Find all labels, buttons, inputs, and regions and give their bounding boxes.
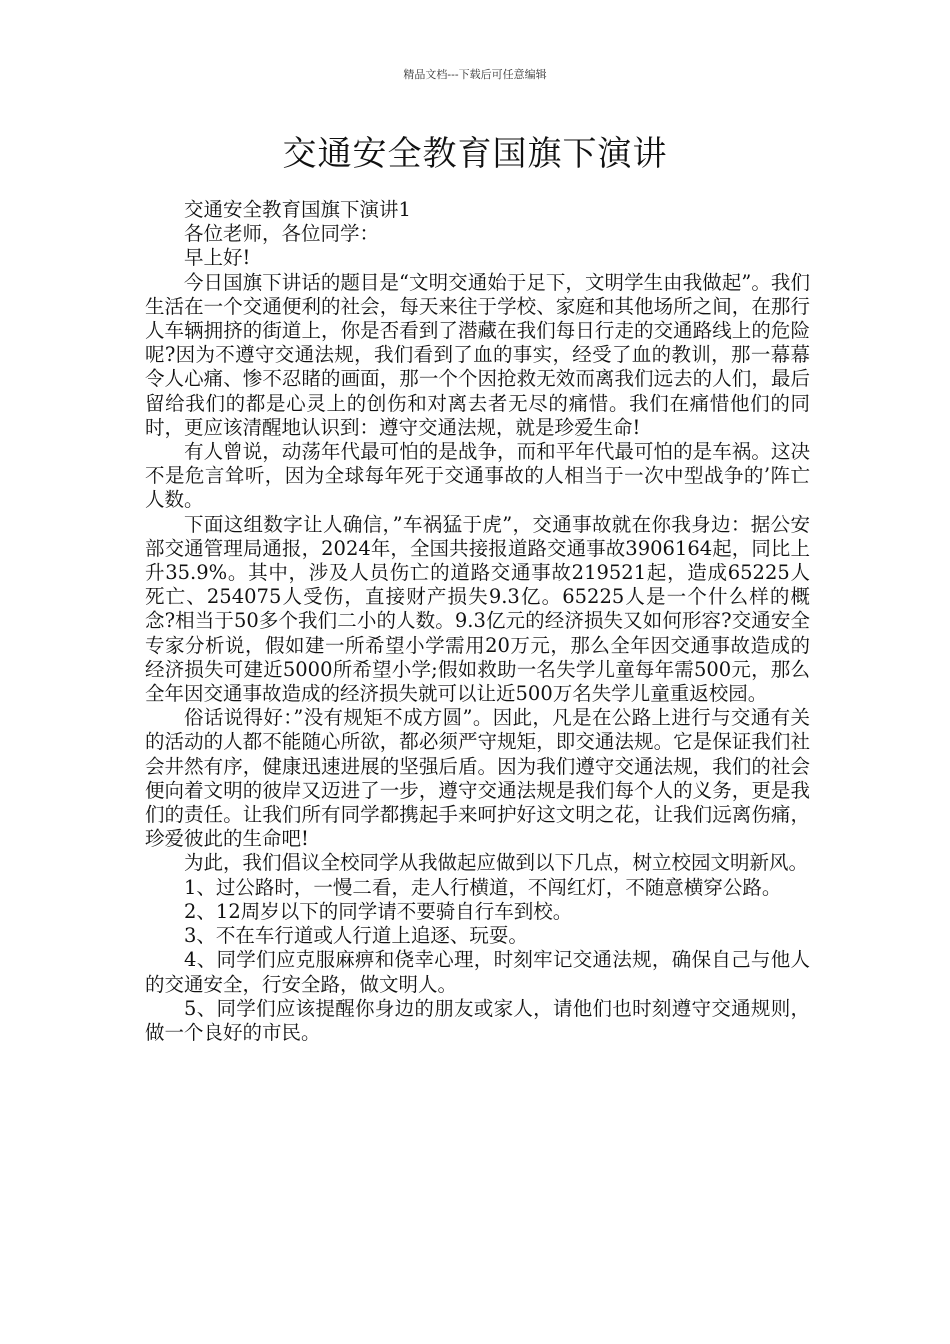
paragraph: 今日国旗下讲话的题目是“文明交通始于足下，文明学生由我做起”。我们生活在一个交通便利的社会，每天来往于学校、家庭和其他场所之间，在那行人车辆拥挤的街道上，你是否看到了潜藏在我们每日行走的交通路线上的危险呢?因为不遵守交通法规，我们看到了血的事实，经受了血的教训，那一幕幕令人心痛、惨不忍睹的画面，那一个个因抢救无效而离我们远去的人们，最后留给我们的都是心灵上的创伤和对离去者无尽的痛惜。我们在痛惜他们的同时，更应该清醒地认识到：遵守交通法规，就是珍爱生命! <box>145 270 810 439</box>
list-item: 3、不在车行道或人行道上追逐、玩耍。 <box>184 924 528 948</box>
list-item: 2、12周岁以下的同学请不要骑自行车到校。 <box>184 899 573 923</box>
paragraph: 有人曾说，动荡年代最可怕的是战争，而和平年代最可怕的是车祸。这决不是危言耸听，因为全球每年死于交通事故的人相当于一次中型战争的’阵亡人数。 <box>145 440 810 512</box>
list-item: 1、过公路时，一慢二看，走人行横道，不闯红灯，不随意横穿公路。 <box>184 875 782 899</box>
paragraph: 下面这组数字让人确信，”车祸猛于虎”，交通事故就在你我身边：据公安部交通管理局通报，2024年，全国共接报道路交通事故3906164起，同比上升35.9%。其中，涉及人员伤亡的道路交通事故219521起，造成65225人死亡、254075人受伤，直接财产损失9.3亿。65225人是一个什么样的概念?相当于50多个我们二小的人数。9.3亿元的经济损失又如何形容?交通安全专家分析说，假如建一所希望小学需用20万元，那么全年因交通事故造成的经济损失可建近5000所希望小学;假如救助一名失学儿童每年需500元，那么全年因交通事故造成的经济损失就可以让近500万名失学儿童重返校园。 <box>145 512 810 706</box>
document-body <box>145 198 810 1045</box>
document-title: 交通安全教育国旗下演讲 <box>282 134 668 174</box>
paragraph: 为此，我们倡议全校同学从我做起应做到以下几点，树立校园文明新风。 <box>184 851 809 875</box>
page-header: 精品文档---下载后可任意编辑 <box>403 68 547 81</box>
list-item: 5、同学们应该提醒你身边的朋友或家人，请他们也时刻遵守交通规则，做一个良好的市民。 <box>145 996 810 1044</box>
subtitle-line: 交通安全教育国旗下演讲1 <box>184 198 411 221</box>
salutation: 各位老师，各位同学： <box>184 222 380 246</box>
list-item: 4、同学们应克服麻痹和侥幸心理，时刻牢记交通法规，确保自己与他人的交通安全，行安全路，做文明人。 <box>145 948 810 996</box>
paragraph: 俗话说得好：”没有规矩不成方圆”。因此，凡是在公路上进行与交通有关的活动的人都不能随心所欲，都必须严守规矩，即交通法规。它是保证我们社会井然有序，健康迅速进展的坚强后盾。因为我们遵守交通法规，我们的社会便向着文明的彼岸又迈进了一步，遵守交通法规是我们每个人的义务，更是我们的责任。让我们所有同学都携起手来呵护好这文明之花，让我们远离伤痛，珍爱彼此的生命吧! <box>145 706 810 851</box>
greeting: 早上好! <box>184 246 251 270</box>
